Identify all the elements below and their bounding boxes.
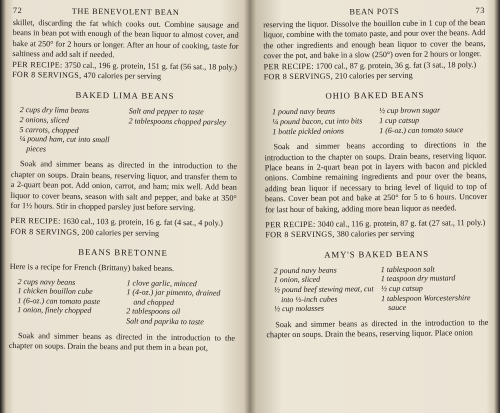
ingredient-item: ½ cup catsup [380, 283, 423, 294]
ingredient-item: 1 bottle pickled onions [272, 126, 345, 136]
right-page [258, 0, 490, 413]
per-serving-value: 470 calories per serving [83, 70, 162, 81]
ingredients-col-2 [381, 264, 482, 313]
ingredient-item: 2 onions, sliced [19, 115, 69, 125]
ingredient-item: ¼ pound bacon, cut into bits [272, 116, 363, 127]
per-serving-label: FOR 8 SERVINGS, [263, 71, 334, 82]
per-recipe-label: PER RECIPE: [265, 219, 316, 230]
ingredient-item: 1 chicken bouillon cube [17, 286, 93, 297]
ingredient-item: 2 tablespoons chopped parsley [128, 116, 227, 127]
ingredient-item: ½ pound beef stewing meat, cut into ½-inch cubes [273, 284, 374, 304]
ingredient-item: 1 (6-oz.) can tomato paste [17, 295, 101, 306]
ingredient-item: ¼ pound ham, cut into small pieces [19, 134, 110, 154]
method-lima: Soak and simmer beans as directed in the introduction to the chapter on soups. Drain beans, reserving liquor, and transfer them to a 2-quart bean pot. Add onion, carrot, and ham; mix well. Add bean liquor to cover beans, season with salt and pepper, and bake at 350° for 1½ hours. Stir in chopped parsley just before serving. [10, 159, 238, 213]
ingredient-item: 1 onion, finely chopped [17, 305, 92, 316]
nutrition-per-serving [264, 70, 486, 83]
ingredient-item: 1 (4-oz.) jar pimento, drained and chopped [126, 287, 221, 307]
right-page-header [263, 6, 485, 17]
per-recipe-label: PER RECIPE: [263, 61, 314, 71]
per-serving-value: 380 calories per serving [336, 229, 415, 240]
ingredients-bretonne [17, 277, 230, 328]
per-serving-label: FOR 8 SERVINGS, [12, 70, 82, 80]
ingredient-item: 2 cups navy beans [17, 276, 76, 287]
per-serving-label: FOR 8 SERVINGS, [10, 226, 80, 237]
ingredients-lima [19, 106, 232, 157]
per-recipe-value: 1630 cal., 103 g. protein, 16 g. fat (4 sat., 4 poly.) [62, 217, 223, 229]
ingredient-item: 2 tablespoons oil [126, 306, 181, 317]
intro-bretonne: Here is a recipe for French (Brittany) baked beans. [9, 262, 175, 274]
recipe-title-amy: AMY'S BAKED BEANS [324, 248, 430, 260]
method-bretonne: Soak and simmer beans as directed in the introduction to the chapter on soups. Drain the beans and put them in a bean pot, [8, 330, 236, 353]
per-serving-value: 210 calories per serving [335, 70, 413, 81]
ingredient-item: 1 tablespoon salt [380, 264, 435, 274]
nutrition-per-serving [265, 228, 487, 241]
ingredient-item: 1 (6-oz.) can tomato sauce [379, 124, 464, 135]
left-page [8, 0, 244, 413]
left-page-header [13, 6, 239, 18]
ingredients-col-1 [274, 265, 375, 314]
ingredient-item: 2 cups dry lima beans [19, 105, 90, 116]
per-recipe-value: 3750 cal., 196 g. protein, 151 g. fat (56 sat., 18 poly.) [64, 60, 238, 72]
ingredient-item: Salt and paprika to taste [126, 316, 204, 327]
ingredient-item: 1 tablespoon Worcestershire sauce [381, 292, 471, 313]
ingredient-item: Salt and pepper to taste [128, 106, 204, 117]
continued-recipe-text: skillet, discarding the fat which cooks out. Combine sausage and beans in bean pot with enough of the bean liquor to almost cover, and bake at 250° for 2 hours or longer. After an hour of cooking, taste for saltiness and add salt if needed. [12, 17, 239, 60]
ingredients-col-1 [272, 107, 373, 137]
recipe-title-bretonne: BEANS BRETONNE [78, 247, 168, 259]
left-running-head: THE BENEVOLENT BEAN [71, 6, 180, 18]
ingredient-item: 5 carrots, chopped [19, 124, 79, 135]
per-recipe-value: 1700 cal., 87 g. protein, 36 g. fat (3 sat., 18 poly.) [315, 59, 477, 71]
method-ohio: Soak and simmer beans according to directions in the introduction to the chapter on soups. Drain beans, reserving liquor. Place beans in 2-quart bean pot in layers with bacon and pickled onions. Combine remaining ingredients and pour over the beans, adding bean liquor if necessary to bring level of liquid to top of beans. Cover bean pot and bake at 250° for 5 to 6 hours. Uncover for last hour of baking, adding more bean liquor as needed. [264, 140, 488, 214]
ingredient-item: 1 onion, sliced [273, 275, 321, 285]
ingredients-col-2 [126, 278, 230, 327]
ingredient-item: 1 clove garlic, minced [126, 278, 197, 288]
ingredients-amy [274, 264, 482, 314]
continued-recipe-text: reserving the liquor. Dissolve the bouillon cube in 1 cup of the bean liquor, combine with the tomato paste, and pour over the beans. Add the other ingredients and enough bean liquor to cover the beans, cover the pot, and bake in a slow (250°) oven for 2 hours or longer. [263, 17, 486, 61]
ingredient-item: ½ cup brown sugar [379, 105, 441, 116]
ingredient-item: 1 teaspoon dry mustard [380, 273, 456, 284]
ingredient-item: 1 cup catsup [379, 115, 420, 126]
per-serving-value: 200 calories per serving [81, 227, 160, 238]
ingredient-item: ½ cup molasses [274, 303, 324, 314]
right-running-head: BEAN POTS [349, 6, 400, 17]
ingredient-item: 2 pound navy beans [273, 265, 337, 276]
right-page-number: 73 [475, 6, 486, 16]
ingredients-col-1 [19, 106, 123, 155]
recipe-title-lima: BAKED LIMA BEANS [75, 90, 175, 102]
per-recipe-value: 3040 cal., 116 g. protein, 87 g. fat (27 sat., 11 poly.) [317, 218, 486, 229]
ingredient-item: 1 pound navy beans [272, 107, 336, 117]
left-page-number: 72 [12, 6, 23, 16]
per-recipe-label: PER RECIPE: [12, 59, 63, 70]
ingredients-ohio [272, 105, 480, 136]
per-recipe-label: PER RECIPE: [10, 216, 61, 227]
ingredients-col-2 [379, 105, 480, 135]
ingredients-col-2 [128, 107, 232, 156]
recipe-title-ohio: OHIO BAKED BEANS [325, 90, 425, 102]
method-amy: Soak and simmer beans as directed in the introduction to the chapter on soups. Drain the beans, reserving liquor. Place onion [266, 317, 489, 340]
per-serving-label: FOR 8 SERVINGS, [265, 230, 335, 240]
ingredients-col-1 [17, 277, 121, 326]
